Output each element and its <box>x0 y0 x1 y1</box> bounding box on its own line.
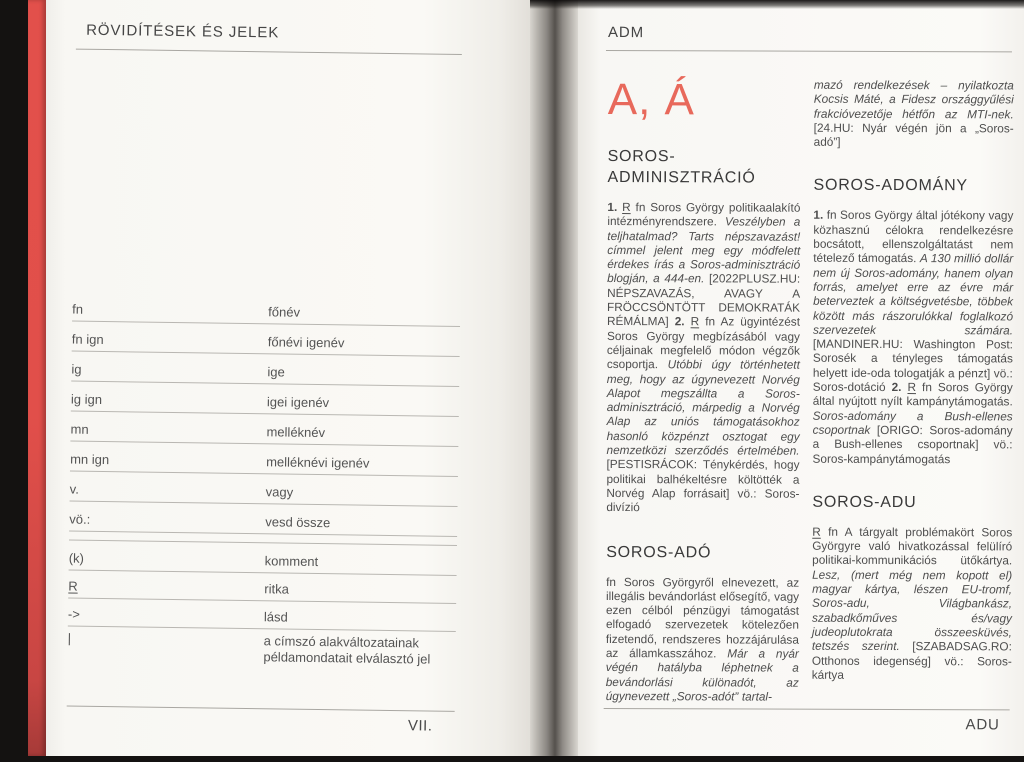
abbreviation-term: fn <box>72 301 84 317</box>
abbreviation-term: mn <box>70 421 89 437</box>
title-underline <box>76 49 462 55</box>
column-left <box>606 72 801 704</box>
section-letter: A, Á <box>607 74 696 125</box>
symbol-meaning: komment <box>264 553 319 570</box>
symbol-meaning: a címszó alakváltozatainak példamondatait elválasztó jel <box>263 633 431 667</box>
abbreviation-term: ig ign <box>70 391 103 407</box>
entry-heading: SOROS-ADÓ <box>606 543 712 561</box>
column-right <box>812 73 1014 705</box>
abbreviation-meaning: főnévi igenév <box>267 334 345 351</box>
abbreviation-meaning: ige <box>267 364 285 380</box>
symbol-meaning: ritka <box>264 581 290 597</box>
footer-guide-word: ADU <box>965 716 1000 734</box>
two-column-text <box>606 72 1014 705</box>
symbol-term: | <box>67 630 72 646</box>
right-page <box>578 0 1024 756</box>
abbreviation-table <box>69 292 460 537</box>
right-page-content <box>576 0 1024 757</box>
abbreviation-term: v. <box>69 481 79 497</box>
page-number: VII. <box>407 717 433 735</box>
abbreviation-term: mn ign <box>70 451 110 468</box>
entry-heading: SOROS-ADU <box>812 493 917 511</box>
table-row <box>69 502 457 537</box>
left-page <box>46 0 530 756</box>
symbol-term: (k) <box>68 550 85 566</box>
right-page-footer <box>604 708 1010 733</box>
entry-body: 1. R fn Soros György politikaalakító intézményrendszere. Veszélyben a teljhatalmad? Tarts népszavazást! címmel jelent meg egy módfelett érdekes írás a Soros-adminisztráció blogján, a 444-en. [2022PLUSZ.HU: NÉPSZAVAZÁS, AVAGY A FRÖCCSÖNTÖTT DEMOKRATÁK RÉMÁLMA] 2. R fn Az ügyintézést Soros György megbízásából vagy céljainak megfelelő módon végzők csoportja. Utóbbi úgy történhetett meg, hogy az úgynevezett Norvég Alapot megszállta a Soros-adminisztráció, márpedig a Norvég Alap az uniós támogatásokhoz hasonló közpénzt osztogat egy nemzetközi szerződés értelmében.[PESTISRÁCOK: Ténykérdés, hogy politikai balhékeltésre költötték a Norvég Alap forrásait] vö.: Soros-divízió <box>606 199 801 515</box>
abbreviation-meaning: igei igenév <box>266 394 330 411</box>
abbreviation-term: ig <box>71 361 82 377</box>
abbreviation-term: vö.: <box>69 511 91 527</box>
entry-heading: SOROS-ADOMÁNY <box>813 177 968 195</box>
abbreviation-meaning: főnév <box>268 304 301 320</box>
symbols-table <box>67 540 457 678</box>
abbreviation-meaning: melléknévi igenév <box>266 454 370 471</box>
entry-body: R fn A tárgyalt problémakört Soros Györgyre való hivatkozással felülíró politikai-kommunikációs ütőkártya. Lesz, (mert még nem kopott el) magyar kártya, lészen EU-tromf, Soros-adu, Világbankász, szabadkőműves és/vagy judeoplutokrata összeesküvés, tetszés szerint. [SZABADSAG.RO: Otthonos idegenség] vö.: Soros-kártya <box>811 524 1013 682</box>
entry-body: 1. fn Soros György által jótékony vagy közhasznú célokra rendelkezésre bocsátott, ellenszolgáltatást nem tételező támogatás. A 130 millió dollár nem új Soros-adomány, hanem olyan forrás, amelyet erre az évre már beterveztek a költségvetésbe, többek között más rászorulókkal foglalkozó szervezetek számára. [MANDINER.HU: Washington Post: Sorosék a tényleges támogatás helyett ide-oda tologatják a pénzt] vö.: Soros-dotáció 2. R fn Soros György által nyújtott nyílt kampánytámogatás. Soros-adomány a Bush-ellenes csoportnak [ORIGO: Soros-adomány a Bush-ellenes csoportnak] vö.: Soros-kampánytámogatás <box>812 208 1014 466</box>
entry-body: fn Soros Györgyről elnevezett, az illegális bevándorlást elősegítő, vagy ezen célból pénzügyi támogatást elfogadó szervezetek kötelezően fizetendő, rendszeres hozzájárulása az államkasszához. Már a nyár végén hatályba léphetnek a bevándorlási különadót, az úgynevezett „Soros-adót” tartal- <box>605 574 800 704</box>
left-page-content <box>36 0 531 762</box>
abbreviation-meaning: melléknév <box>266 424 326 441</box>
abbreviation-meaning: vagy <box>265 484 294 500</box>
running-header: ADM <box>607 24 645 42</box>
header-underline <box>606 50 1012 52</box>
symbol-term: R <box>68 578 78 594</box>
symbol-term: -> <box>67 606 81 622</box>
abbreviation-meaning: vesd össze <box>265 514 331 531</box>
table-row <box>67 627 456 678</box>
book-gutter <box>530 0 578 756</box>
entry-body-continuation: mazó rendelkezések – nyilatkozta Kocsis Máté, a Fidesz országgyűlési frakcióvezetője hétfőn az MTI-nek. [24.HU: Nyár végén jön a „Soros-adó”] <box>813 77 1014 149</box>
page-title: RÖVIDÍTÉSEK ÉS JELEK <box>86 21 280 42</box>
symbol-meaning: lásd <box>263 609 288 625</box>
abbreviation-term: fn ign <box>71 331 104 347</box>
left-page-footer <box>66 706 454 735</box>
entry-heading: SOROS-ADMINISZTRÁCIÓ <box>607 147 756 187</box>
